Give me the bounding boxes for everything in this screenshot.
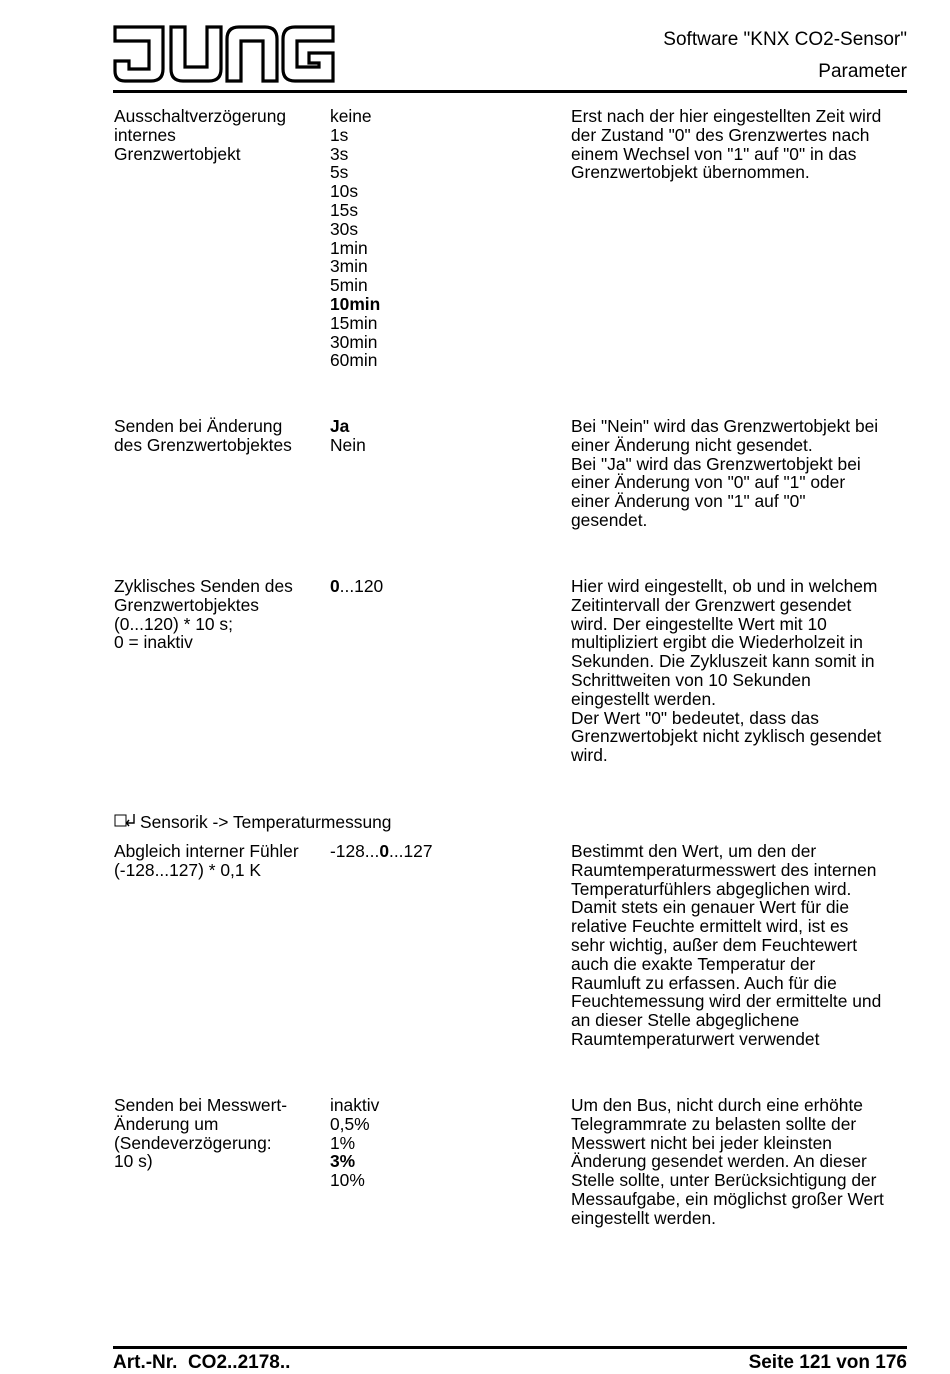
value-option: 3min [330, 256, 368, 277]
value-option: Nein [330, 434, 366, 455]
header-divider [113, 90, 907, 93]
value-option: 1min [330, 237, 368, 258]
parameter-page-icon [114, 813, 136, 827]
value-option: 5s [330, 162, 349, 183]
param-label: Senden bei Änderung des Grenzwertobjektes [114, 416, 292, 455]
default-value-option: 3% [330, 1151, 356, 1172]
jung-logo [113, 25, 335, 83]
default-value-option: Ja [330, 416, 350, 436]
value-option: 5min [330, 275, 368, 296]
default-value: 0 [330, 576, 340, 596]
param-label: Ausschaltverzögerung internes Grenzwertobjekt [114, 106, 287, 164]
value-option: inaktiv [330, 1095, 380, 1115]
section-heading [114, 812, 391, 832]
footer-divider [113, 1346, 907, 1349]
param-label: Abgleich interner Fühler (-128...127) * 0,1 K [114, 841, 299, 880]
value-option: 1% [330, 1132, 356, 1153]
value-option: 30s [330, 218, 359, 239]
value-option: 15s [330, 199, 359, 220]
param-values [330, 1096, 560, 1190]
value-option: 0,5% [330, 1113, 370, 1134]
param-description: Bei "Nein" wird das Grenzwertobjekt bei einer Änderung nicht gesendet. Bei "Ja" wird das Grenzwertobjekt bei einer Änderung von "0" auf "1" oder einer Änderung von "1" auf "0" gesendet. [571, 416, 879, 530]
param-values [330, 417, 560, 455]
document-title: Software "KNX CO2-Sensor" [663, 29, 907, 50]
value-option: 60min [330, 350, 378, 371]
param-label: Zyklisches Senden des Grenzwertobjektes (0...120) * 10 s; 0 = inaktiv [114, 576, 293, 653]
param-description: Um den Bus, nicht durch eine erhöhte Telegrammrate zu belasten sollte der Messwert nicht bei jeder kleinsten Änderung gesendet werden. An dieser Stelle sollte, unter Berücksichtigung der Messaufgabe, ein möglichst großer Wert eingestellt werden. [571, 1095, 884, 1228]
param-values [330, 577, 560, 596]
document-subtitle: Parameter [818, 61, 907, 82]
value-option: 30min [330, 331, 378, 352]
value-option: 15min [330, 312, 378, 333]
value-range: -128...0...127 [330, 841, 433, 861]
default-value: 0 [379, 841, 389, 861]
value-option: 1s [330, 124, 349, 145]
page-number: Seite 121 von 176 [748, 1352, 907, 1373]
param-description: Erst nach der hier eingestellten Zeit wird der Zustand "0" des Grenzwertes nach einem Wechsel von "1" auf "0" in das Grenzwertobjekt übernommen. [571, 106, 882, 183]
article-number: Art.-Nr. CO2..2178.. [113, 1352, 291, 1373]
value-option: 10s [330, 181, 359, 202]
param-values [330, 842, 560, 861]
value-option: 3s [330, 143, 349, 164]
param-label: Senden bei Messwert- Änderung um (Sendeverzögerung: 10 s) [114, 1095, 288, 1172]
param-description: Bestimmt den Wert, um den der Raumtemperaturmesswert des internen Temperaturfühlers abgeglichen wird. Damit stets ein genauer Wert für die relative Feuchte ermittelt wird, ist es sehr wichtig, außer dem Feuchtewert auch die exakte Temperatur der Raumluft zu erfassen. Auch für die Feuchtemessung wird der ermittelte und an dieser Stelle abgeglichene Raumtemperaturwert verwendet [571, 841, 882, 1049]
param-description: Hier wird eingestellt, ob und in welchem Zeitintervall der Grenzwert gesendet wird. Der eingestellte Wert mit 10 multipliziert ergibt die Wiederholzeit in Sekunden. Die Zykluszeit kann somit in Schrittweiten von 10 Sekunden eingestellt werden. Der Wert "0" bedeutet, dass das Grenzwertobjekt nicht zyklisch gesendet wird. [571, 576, 882, 766]
default-value-option: 10min [330, 293, 381, 314]
value-option: 10% [330, 1170, 365, 1191]
param-values [330, 107, 560, 370]
value-range: 0...120 [330, 576, 384, 596]
value-option: keine [330, 106, 372, 126]
section-title: Sensorik -> Temperaturmessung [140, 812, 392, 832]
